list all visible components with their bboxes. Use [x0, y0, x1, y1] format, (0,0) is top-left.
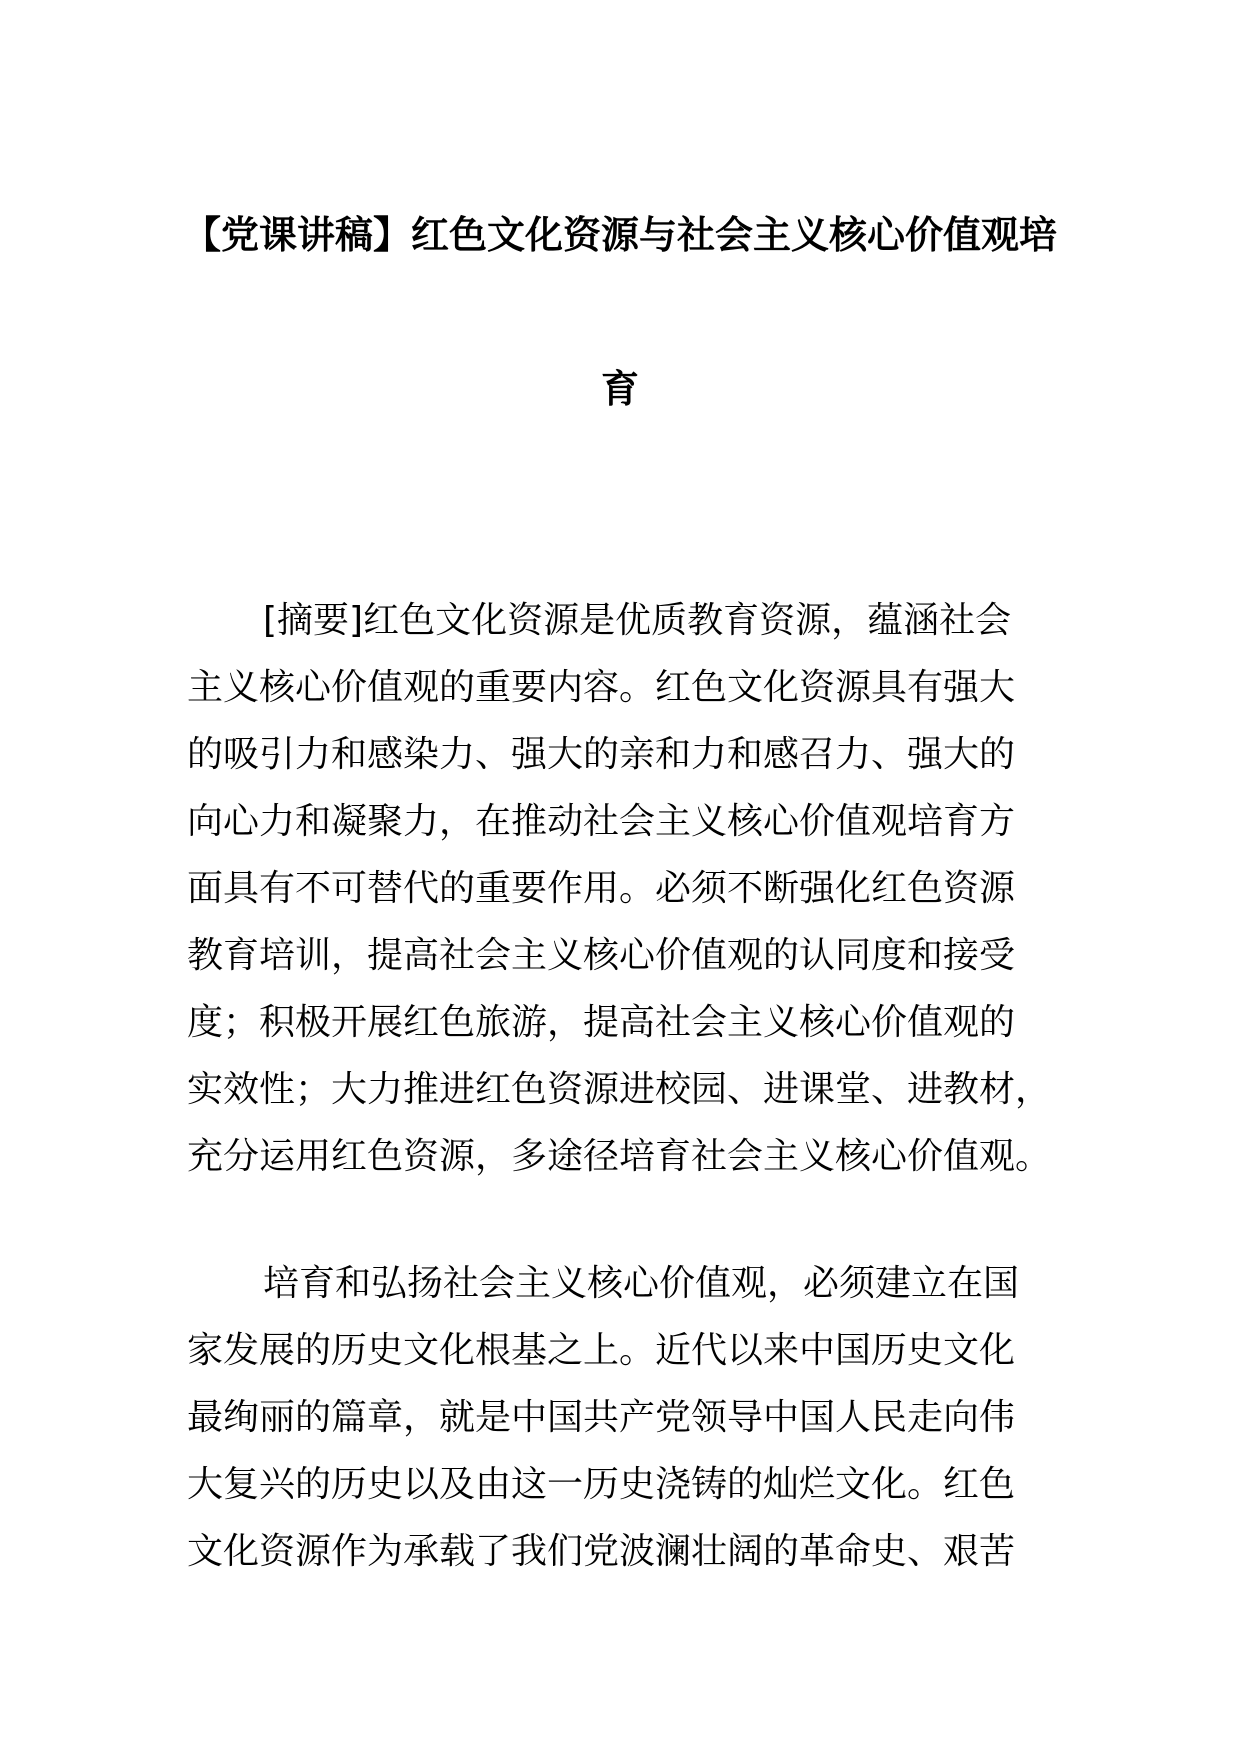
paragraph-line: [摘要]红色文化资源是优质教育资源，蕴涵社会 [263, 600, 1012, 641]
document-title-line-1: 【党课讲稿】红色文化资源与社会主义核心价值观培 [182, 213, 1057, 257]
paragraph-line: 向心力和凝聚力，在推动社会主义核心价值观培育方 [187, 801, 1016, 842]
paragraph-line: 最绚丽的篇章，就是中国共产党领导中国人民走向伟 [187, 1397, 1016, 1438]
paragraph-line: 主义核心价值观的重要内容。红色文化资源具有强大 [187, 667, 1016, 708]
paragraph-line: 教育培训，提高社会主义核心价值观的认同度和接受 [187, 935, 1016, 976]
paragraph-line: 文化资源作为承载了我们党波澜壮阔的革命史、艰苦 [187, 1531, 1016, 1572]
body-paragraph [187, 1250, 1087, 1585]
paragraph-line: 充分运用红色资源，多途径培育社会主义核心价值观。 [187, 1136, 1052, 1177]
paragraph-line: 度；积极开展红色旅游，提高社会主义核心价值观的 [187, 1002, 1016, 1043]
document-title-line-2: 育 [600, 367, 639, 411]
paragraph-line: 家发展的历史文化根基之上。近代以来中国历史文化 [187, 1330, 1016, 1371]
abstract-paragraph [187, 587, 1087, 1190]
paragraph-line: 大复兴的历史以及由这一历史浇铸的灿烂文化。红色 [187, 1464, 1016, 1505]
paragraph-line: 面具有不可替代的重要作用。必须不断强化红色资源 [187, 868, 1016, 909]
paragraph-line: 实效性；大力推进红色资源进校园、进课堂、进教材， [187, 1069, 1052, 1110]
paragraph-line: 培育和弘扬社会主义核心价值观，必须建立在国 [263, 1263, 1020, 1304]
paragraph-line: 的吸引力和感染力、强大的亲和力和感召力、强大的 [187, 734, 1016, 775]
